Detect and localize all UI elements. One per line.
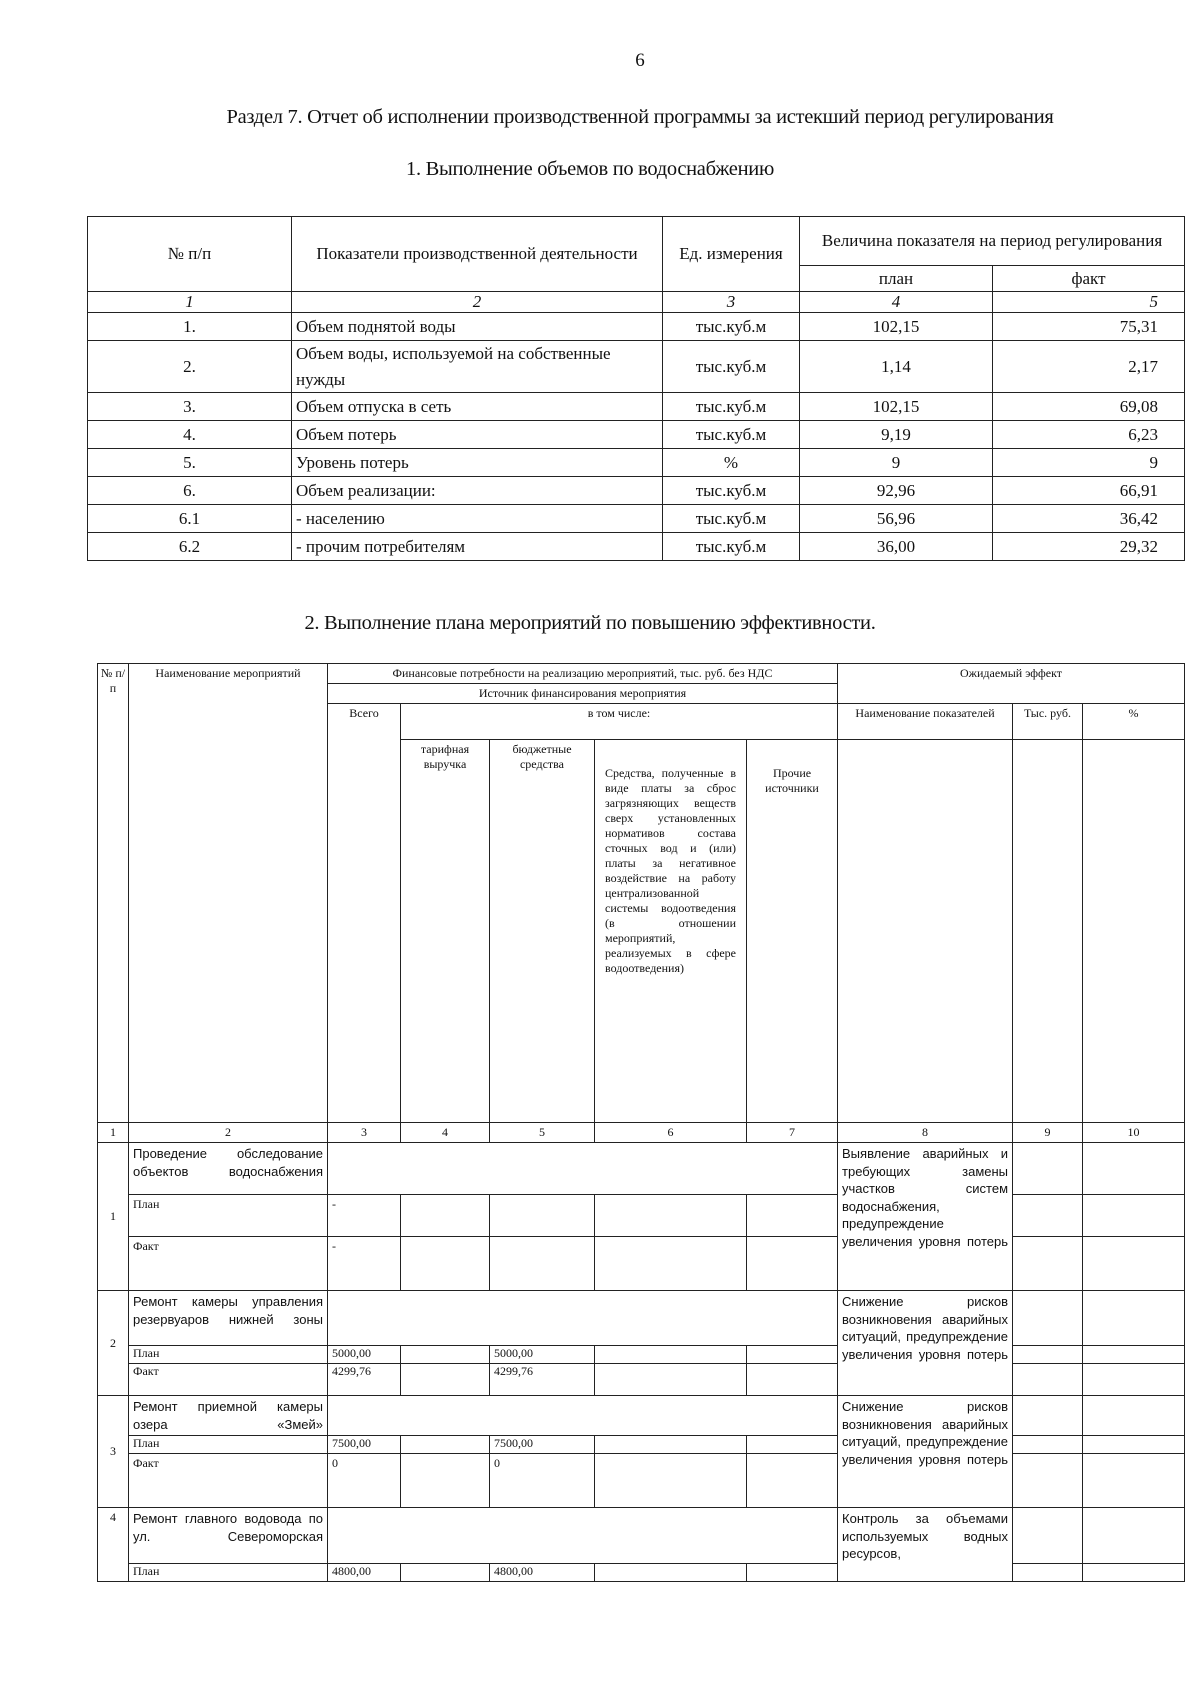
plan-label: План <box>129 1195 328 1237</box>
col-header-indicator: Показатели производственной деятельности <box>292 217 663 292</box>
fact-total: - <box>328 1237 401 1291</box>
col-header-value: Величина показателя на период регулирования <box>800 217 1185 266</box>
row-number: 6.1 <box>88 505 292 533</box>
measure-row <box>98 1508 1185 1564</box>
row-unit: тыс.куб.м <box>663 421 800 449</box>
col-header-total: Всего <box>328 704 401 1123</box>
measure-row <box>98 1143 1185 1195</box>
col-header-pollution-fees: Средства, полученные в виде платы за сброс загрязняющих веществ сверх установленных нормативов состава сточных вод и (или) платы за негативное воздействие на работу централизованной системы водоотведения (в отношении мероприятий, реализуемых в сфере водоотведения) <box>595 740 747 1123</box>
col-header-financial-needs: Финансовые потребности на реализацию мероприятий, тыс. руб. без НДС <box>328 664 838 684</box>
row-plan: 102,15 <box>800 313 993 341</box>
col-header-expected-effect: Ожидаемый эффект <box>838 664 1185 704</box>
measure-title: Ремонт главного водовода по ул. Североморская <box>129 1508 328 1564</box>
plan-budget: 5000,00 <box>490 1346 595 1364</box>
fact-budget: 4299,76 <box>490 1364 595 1396</box>
row-number: 4. <box>88 421 292 449</box>
measure-number: 2 <box>98 1291 129 1396</box>
col-header-indicator-name: Наименование показателей <box>838 704 1013 740</box>
row-fact: 9 <box>993 449 1185 477</box>
row-fact: 36,42 <box>993 505 1185 533</box>
fact-row <box>98 1454 1185 1508</box>
table-row <box>88 421 1185 449</box>
row-plan: 102,15 <box>800 393 993 421</box>
row-indicator: - прочим потребителям <box>292 533 663 561</box>
row-unit: тыс.куб.м <box>663 313 800 341</box>
col-header-tariff-revenue: тарифная выручка <box>401 740 490 1123</box>
fact-total: 0 <box>328 1454 401 1508</box>
colnum-cell: 6 <box>595 1123 747 1143</box>
plan-budget <box>490 1195 595 1237</box>
col-header-number: № п/п <box>88 217 292 292</box>
section-title: Раздел 7. Отчет об исполнении производственной программы за истекший период регулирования <box>226 106 1054 128</box>
colnum-cell: 10 <box>1083 1123 1185 1143</box>
row-indicator: Объем реализации: <box>292 477 663 505</box>
page-number: 6 <box>635 50 645 71</box>
plan-label: План <box>129 1436 328 1454</box>
fact-label: Факт <box>129 1237 328 1291</box>
row-plan: 36,00 <box>800 533 993 561</box>
measure-effect: Снижение рисков возникновения аварийных ситуаций, предупреждение увеличения уровня потерь <box>838 1291 1013 1396</box>
colnum-cell: 3 <box>328 1123 401 1143</box>
colnum-cell: 9 <box>1013 1123 1083 1143</box>
row-unit: тыс.куб.м <box>663 533 800 561</box>
col-header-thousand-rub: Тыс. руб. <box>1013 704 1083 740</box>
colnum-cell: 2 <box>292 292 663 313</box>
plan-total: 4800,00 <box>328 1564 401 1582</box>
row-indicator: Объем поднятой воды <box>292 313 663 341</box>
plan-row <box>98 1346 1185 1364</box>
row-plan: 56,96 <box>800 505 993 533</box>
plan-label: План <box>129 1346 328 1364</box>
row-unit: тыс.куб.м <box>663 477 800 505</box>
table-row <box>88 477 1185 505</box>
colnum-cell: 3 <box>663 292 800 313</box>
row-plan: 9 <box>800 449 993 477</box>
col-header-other-sources: Прочие источники <box>747 740 838 1123</box>
row-fact: 2,17 <box>993 341 1185 393</box>
colnum-cell: 1 <box>88 292 292 313</box>
measure-effect: Выявление аварийных и требующих замены участков систем водоснабжения, предупреждение увеличения уровня потерь <box>838 1143 1013 1291</box>
colnum-cell: 8 <box>838 1123 1013 1143</box>
measure-title: Проведение обследование объектов водоснабжения <box>129 1143 328 1195</box>
row-unit: % <box>663 449 800 477</box>
colnum-cell: 4 <box>800 292 993 313</box>
plan-budget: 7500,00 <box>490 1436 595 1454</box>
row-fact: 66,91 <box>993 477 1185 505</box>
plan-total: 5000,00 <box>328 1346 401 1364</box>
table-row <box>88 393 1185 421</box>
measure-title: Ремонт приемной камеры озера «Змей» <box>129 1396 328 1436</box>
water-supply-volumes-table <box>87 216 1185 561</box>
row-number: 5. <box>88 449 292 477</box>
table-row <box>88 505 1185 533</box>
row-plan: 9,19 <box>800 421 993 449</box>
col-header-plan: план <box>800 266 993 292</box>
table-row <box>88 313 1185 341</box>
row-plan: 92,96 <box>800 477 993 505</box>
row-indicator: Объем отпуска в сеть <box>292 393 663 421</box>
row-unit: тыс.куб.м <box>663 505 800 533</box>
col-header-measure-name: Наименование мероприятий <box>129 664 328 1123</box>
row-fact: 6,23 <box>993 421 1185 449</box>
row-indicator: Объем воды, используемой на собственные нужды <box>292 341 663 393</box>
row-number: 6. <box>88 477 292 505</box>
row-unit: тыс.куб.м <box>663 393 800 421</box>
row-indicator: Уровень потерь <box>292 449 663 477</box>
colnum-cell: 5 <box>993 292 1185 313</box>
plan-row <box>98 1436 1185 1454</box>
fact-total: 4299,76 <box>328 1364 401 1396</box>
colnum-cell: 1 <box>98 1123 129 1143</box>
fact-row <box>98 1237 1185 1291</box>
efficiency-measures-table <box>97 663 1185 1582</box>
fact-label: Факт <box>129 1364 328 1396</box>
measure-number: 1 <box>98 1143 129 1291</box>
colnum-cell: 4 <box>401 1123 490 1143</box>
plan-row <box>98 1564 1185 1582</box>
col-header-percent: % <box>1083 704 1185 740</box>
fact-budget <box>490 1237 595 1291</box>
row-fact: 29,32 <box>993 533 1185 561</box>
column-number-row <box>98 1123 1185 1143</box>
plan-row <box>98 1195 1185 1237</box>
measure-row <box>98 1291 1185 1346</box>
table-row <box>88 449 1185 477</box>
row-plan: 1,14 <box>800 341 993 393</box>
fact-row <box>98 1364 1185 1396</box>
colnum-cell: 7 <box>747 1123 838 1143</box>
subtitle-water-supply: 1. Выполнение объемов по водоснабжению <box>406 158 774 180</box>
col-header-unit: Ед. измерения <box>663 217 800 292</box>
table-row <box>88 533 1185 561</box>
row-unit: тыс.куб.м <box>663 341 800 393</box>
fact-budget: 0 <box>490 1454 595 1508</box>
col-header-fact: факт <box>993 266 1185 292</box>
colnum-cell: 5 <box>490 1123 595 1143</box>
row-indicator: - населению <box>292 505 663 533</box>
row-number: 2. <box>88 341 292 393</box>
row-indicator: Объем потерь <box>292 421 663 449</box>
plan-total: 7500,00 <box>328 1436 401 1454</box>
row-number: 1. <box>88 313 292 341</box>
subtitle-efficiency-plan: 2. Выполнение плана мероприятий по повышению эффективности. <box>304 612 876 634</box>
row-fact: 69,08 <box>993 393 1185 421</box>
plan-budget: 4800,00 <box>490 1564 595 1582</box>
row-number: 3. <box>88 393 292 421</box>
measure-number: 3 <box>98 1396 129 1508</box>
measure-row <box>98 1396 1185 1436</box>
measure-effect: Контроль за объемами используемых водных ресурсов, <box>838 1508 1013 1582</box>
measure-number: 4 <box>98 1508 129 1582</box>
col-header-number: № п/п <box>98 664 129 1123</box>
column-number-row <box>88 292 1185 313</box>
measure-effect: Снижение рисков возникновения аварийных ситуаций, предупреждение увеличения уровня потерь <box>838 1396 1013 1508</box>
col-header-funding-source: Источник финансирования мероприятия <box>328 684 838 704</box>
col-header-including: в том числе: <box>401 704 838 740</box>
col-header-budget-funds: бюджетные средства <box>490 740 595 1123</box>
plan-label: План <box>129 1564 328 1582</box>
table-row <box>88 341 1185 393</box>
fact-label: Факт <box>129 1454 328 1508</box>
measure-title: Ремонт камеры управления резервуаров нижней зоны <box>129 1291 328 1346</box>
row-number: 6.2 <box>88 533 292 561</box>
colnum-cell: 2 <box>129 1123 328 1143</box>
plan-total: - <box>328 1195 401 1237</box>
row-fact: 75,31 <box>993 313 1185 341</box>
